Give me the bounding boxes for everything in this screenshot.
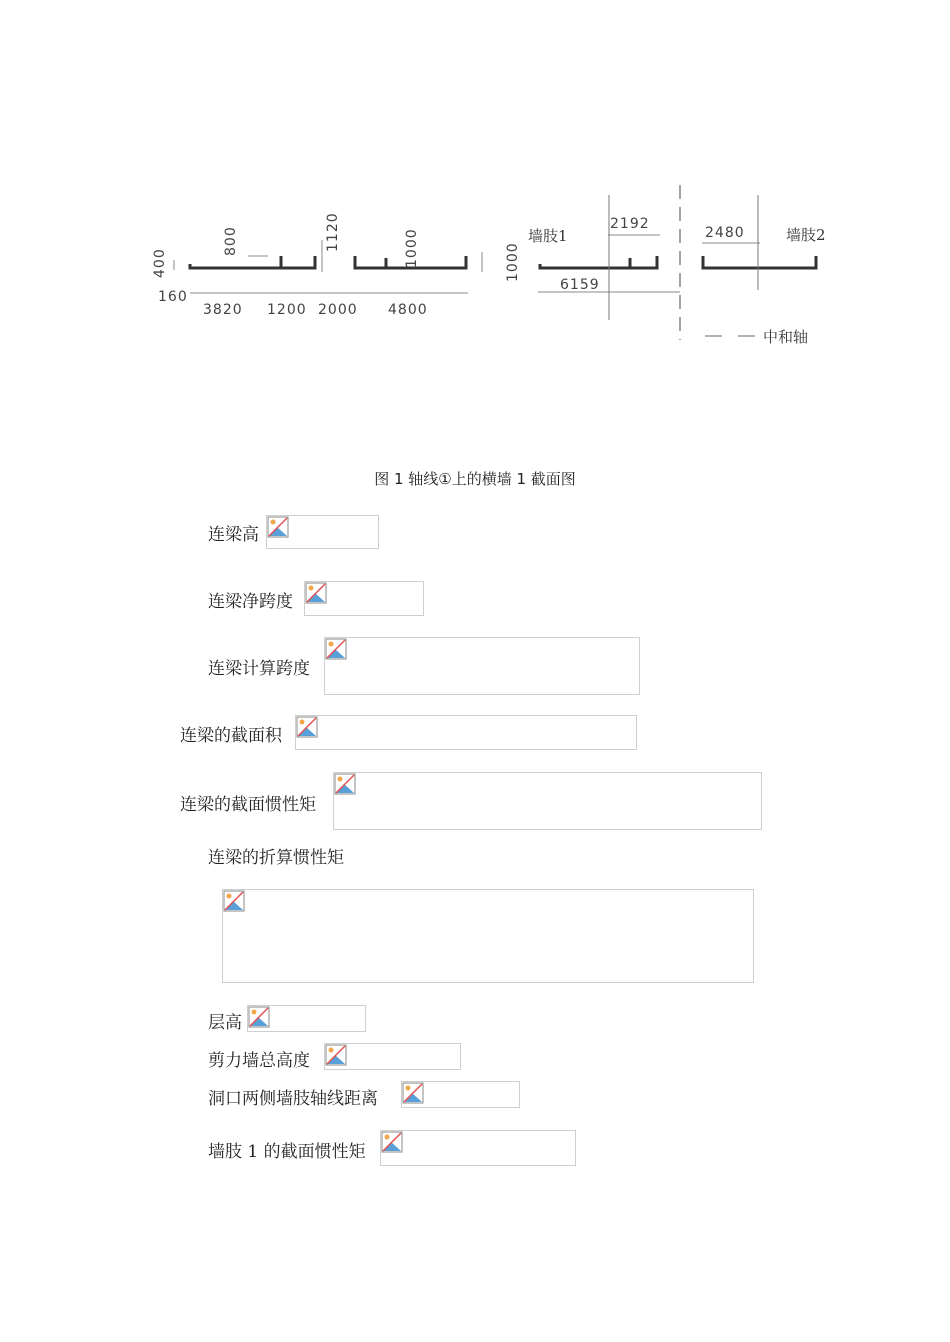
wall1-outline [540,256,657,268]
dim-1000-a: 1000 [404,228,420,268]
formula-image [380,1130,576,1166]
dim-6159: 6159 [560,277,600,293]
formula-image [401,1081,520,1108]
dim-3820: 3820 [203,302,243,318]
dim-1120: 1120 [325,212,341,252]
formula-image [266,515,379,549]
broken-image-icon [223,890,245,912]
item-label: 连梁高 [208,525,259,545]
formula-image [324,637,640,695]
dim-1000-b: 1000 [505,242,521,282]
broken-image-icon [325,1044,347,1066]
item-label: 连梁的截面积 [180,726,282,746]
broken-image-icon [325,638,347,660]
section-figure [130,180,850,360]
broken-image-icon [334,773,356,795]
broken-image-icon [296,716,318,738]
dim-4800: 4800 [388,302,428,318]
figure-caption: 图 1 轴线①上的横墙 1 截面图 [374,470,576,488]
formula-image [247,1005,366,1032]
dim-160: 160 [158,289,188,305]
neutral-axis-label: 中和轴 [763,328,809,346]
item-label: 墙肢 1 的截面惯性矩 [208,1142,366,1162]
broken-image-icon [267,516,289,538]
dim-2000: 2000 [318,302,358,318]
formula-image [333,772,762,830]
item-label: 连梁计算跨度 [208,659,310,679]
dim-1200: 1200 [267,302,307,318]
item-label: 洞口两侧墙肢轴线距离 [208,1089,378,1109]
broken-image-icon [381,1131,403,1153]
item-label: 层高 [208,1013,242,1033]
item-label: 连梁的截面惯性矩 [180,795,316,815]
dim-400: 400 [152,248,168,278]
broken-image-icon [305,582,327,604]
formula-image [222,889,754,983]
broken-image-icon [248,1006,270,1028]
item-label: 连梁的折算惯性矩 [208,848,344,868]
formula-image [295,715,637,750]
formula-image [304,581,424,616]
item-label: 剪力墙总高度 [208,1051,310,1071]
dim-800: 800 [223,226,239,256]
wall2-label: 墙肢2 [786,226,826,244]
wall2-outline [703,256,816,268]
item-label: 连梁净跨度 [208,592,293,612]
wall1-label: 墙肢1 [528,227,568,245]
formula-image [324,1043,461,1070]
dim-2480: 2480 [705,225,745,241]
left-section-outline [190,256,315,268]
broken-image-icon [402,1082,424,1104]
dim-2192: 2192 [610,216,650,232]
